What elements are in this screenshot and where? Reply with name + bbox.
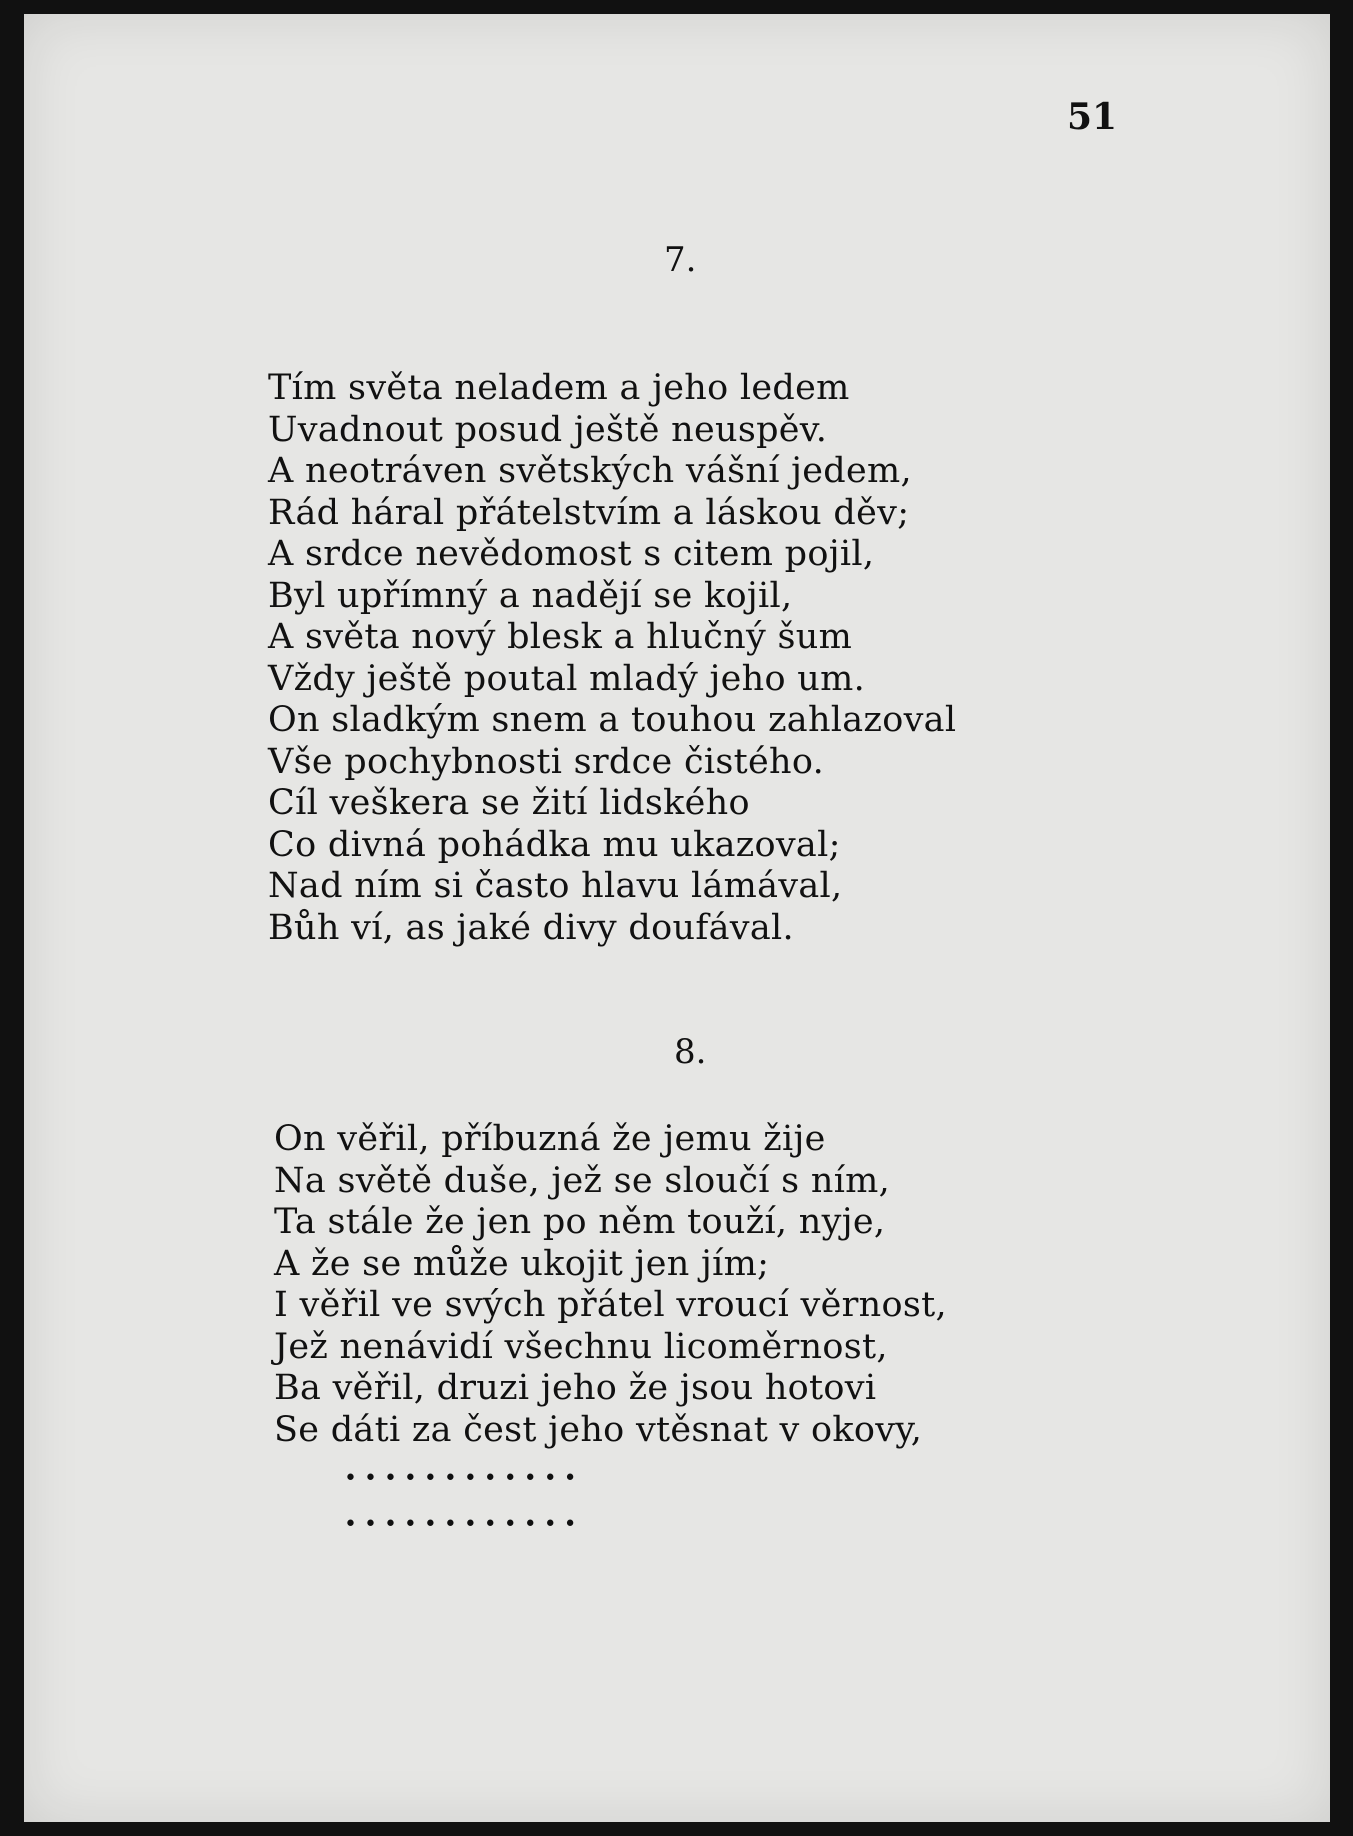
verse-line: Se dáti za čest jeho vtěsnat v okovy, bbox=[274, 1409, 923, 1450]
verse-line: A srdce nevědomost s citem pojil, bbox=[268, 534, 875, 574]
verse-line: Vše pochybnosti srdce čistého. bbox=[268, 741, 825, 782]
stanza-7 bbox=[268, 368, 956, 949]
verse-line: Ta stále že jen po něm touží, nyje, bbox=[274, 1202, 886, 1242]
verse-line: Uvadnout posud ještě neuspěv. bbox=[268, 409, 828, 450]
verse-line: I věřil ve svých přátel vroucí věrnost, bbox=[274, 1285, 947, 1325]
page-number: 51 bbox=[1067, 96, 1118, 138]
stanza-number-7: 7. bbox=[664, 240, 697, 280]
verse-line: Co divná pohádka mu ukazoval; bbox=[268, 824, 841, 865]
ellipsis-row: • • • • • • • • • • • • bbox=[344, 1466, 577, 1491]
verse-line: Ba věřil, druzi jeho že jsou hotovi bbox=[274, 1368, 877, 1408]
verse-line: Bůh ví, as jaké divy doufával. bbox=[268, 907, 794, 948]
ellipsis-row: • • • • • • • • • • • • bbox=[344, 1512, 577, 1537]
verse-line: A světa nový blesk a hlučný šum bbox=[268, 617, 853, 657]
verse-line: Tím světa neladem a jeho ledem bbox=[268, 368, 850, 408]
verse-line: A že se může ukojit jen jím; bbox=[274, 1243, 770, 1284]
verse-line: Rád háral přátelstvím a láskou děv; bbox=[268, 492, 910, 533]
verse-line: On věřil, příbuzná že jemu žije bbox=[274, 1119, 826, 1159]
verse-line: A neotráven světských vášní jedem, bbox=[268, 451, 912, 491]
stanza-8 bbox=[274, 1119, 947, 1451]
stanza-number-8: 8. bbox=[674, 1032, 707, 1072]
verse-line: Na světě duše, jež se sloučí s ním, bbox=[274, 1160, 891, 1201]
verse-line: Cíl veškera se žití lidského bbox=[268, 783, 750, 823]
book-page bbox=[24, 14, 1330, 1822]
verse-line: Vždy ještě poutal mladý jeho um. bbox=[268, 658, 866, 699]
verse-line: Jež nenávidí všechnu licoměrnost, bbox=[274, 1326, 888, 1367]
verse-line: Byl upřímný a nadějí se kojil, bbox=[268, 575, 793, 616]
verse-line: On sladkým snem a touhou zahlazoval bbox=[268, 700, 957, 740]
verse-line: Nad ním si často hlavu lámával, bbox=[268, 866, 843, 906]
